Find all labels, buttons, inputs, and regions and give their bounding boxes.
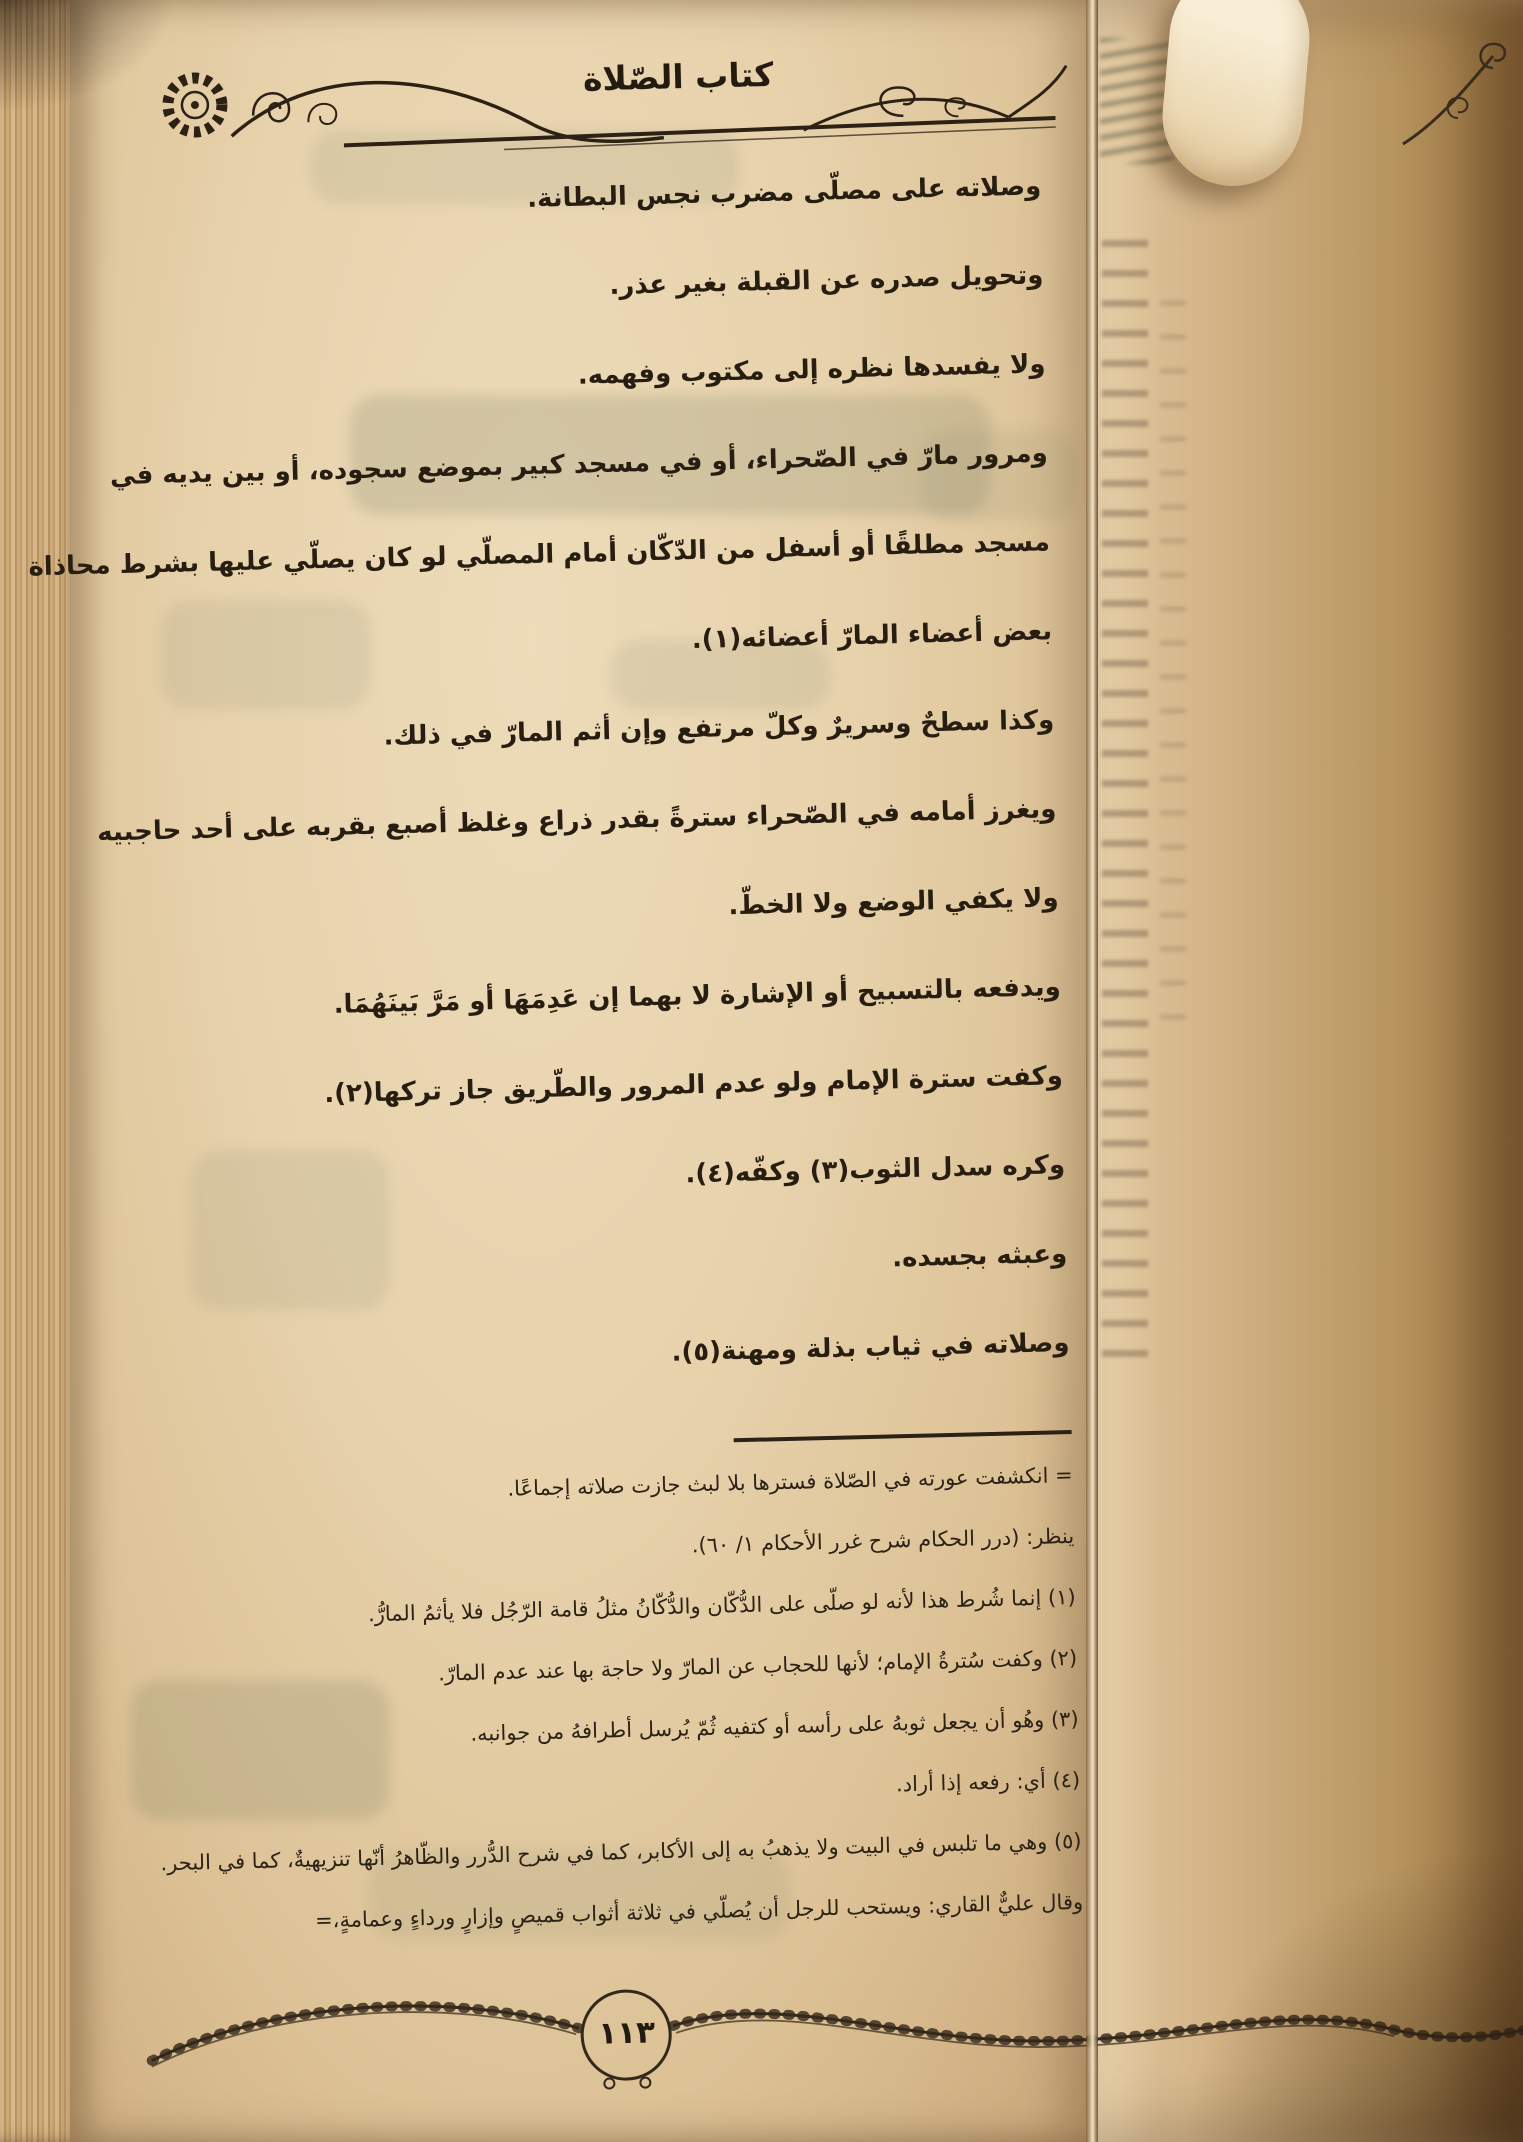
body-line: وصلاته في ثياب بذلة ومهنة(٥).: [671, 1328, 1070, 1368]
body-line: وصلاته على مصلّى مضرب نجس البطانة.: [526, 171, 1042, 214]
printed-area: [28, 0, 1119, 2142]
footnote-line: (٢) وكفت سُترةُ الإمام؛ لأنها للحجاب عن المارّ ولا حاجة بها عند عدم المارّ.: [437, 1645, 1078, 1686]
body-line: وتحويل صدره عن القبلة بغير عذر.: [609, 260, 1044, 301]
footnote-separator: [734, 1430, 1072, 1442]
body-line: ولا يفسدها نظره إلى مكتوب وفهمه.: [577, 349, 1046, 391]
body-line: وكفت سترة الإمام ولو عدم المرور والطّريق جاز تركها(٢).: [323, 1061, 1064, 1110]
footnotes-block: [149, 1460, 1085, 1970]
photo-shadow: [1183, 1842, 1523, 2142]
body-line: وكذا سطحٌ وسريرٌ وكلّ مرتفع وإن أثم المارّ في ذلك.: [383, 705, 1055, 752]
body-line: ولا يكفي الوضع ولا الخطّ.: [728, 883, 1059, 922]
body-line: وعبثه بجسده.: [891, 1239, 1068, 1274]
facing-page-flourish-icon: [1398, 26, 1523, 158]
page-number-badge: ١١٣: [597, 2014, 656, 2052]
body-line: بعض أعضاء المارّ أعضائه(١).: [691, 616, 1053, 656]
body-text: [28, 166, 1071, 1434]
body-line: ويغرز أمامه في الصّحراء سترةً بقدر ذراع وغلظ أصبع بقربه على أحد حاجبيه: [96, 794, 1057, 848]
footnote-line: (٣) وهُو أن يجعل ثوبهُ على رأسه أو كتفيه ثُمّ يُرسل أطرافهُ من جوانبه.: [470, 1706, 1079, 1746]
footnote-line: = انكشفت عورته في الصّلاة فسترها بلا لبث جازت صلاته إجماعًا.: [507, 1462, 1073, 1501]
body-line: مسجد مطلقًا أو أسفل من الدّكّان أمام المصلّي لو كان يصلّي عليها بشرط محاذاة: [28, 527, 1051, 583]
body-line: وكره سدل الثوب(٣) وكفّه(٤).: [685, 1150, 1066, 1190]
footnote-line: ينظر: (درر الحكام شرح غرر الأحكام ١/ ٦٠).: [691, 1523, 1075, 1558]
page-title: كتاب الصّلاة: [582, 54, 774, 99]
footnote-line: (٤) أي: رفعه إذا أراد.: [895, 1767, 1081, 1797]
facing-page-text-smudge: [1102, 240, 1148, 1360]
photo-shadow: [0, 0, 170, 110]
footnote-line: (٥) وهي ما تلبس في البيت ولا يذهبُ به إلى الأكابر، كما في شرح الدُّرر والظّاهرُ أنّها تنزيهيةٌ، كما في البحر.: [160, 1828, 1082, 1876]
page-edge-highlight: [1086, 0, 1098, 2142]
facing-page-text-smudge: [1160, 300, 1186, 1020]
footnote-line: وقال عليٌّ القاري: ويستحب للرجل أن يُصلّي في ثلاثة أثواب قميصٍ وإزارٍ ورداءٍ وعمامةٍ،=: [314, 1889, 1084, 1933]
book-page: [28, 0, 1094, 2142]
body-line: ومرور مارّ في الصّحراء، أو في مسجد كبير بموضع سجوده، أو بين يديه في: [109, 438, 1049, 492]
footnote-line: (١) إنما شُرط هذا لأنه لو صلّى على الدُّكّان والدُّكّانُ مثلُ قامة الرّجُل فلا يأثمُ المارُّ.: [367, 1584, 1076, 1627]
body-line: ويدفعه بالتسبيح أو الإشارة لا بهما إن عَدِمَهَا أو مَرَّ بَينَهُمَا.: [333, 972, 1062, 1020]
